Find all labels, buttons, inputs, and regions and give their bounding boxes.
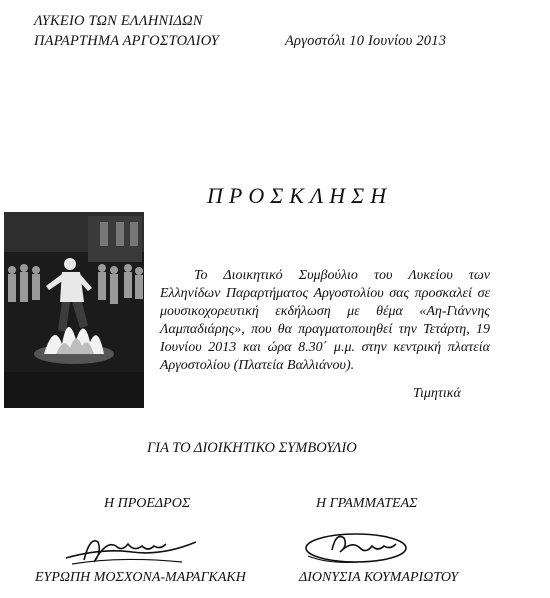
president-name: ΕΥΡΩΠΗ ΜΟΣΧΟΝΑ-ΜΑΡΑΓΚΑΚΗ	[35, 570, 246, 585]
closing-salutation: Τιμητικά	[413, 386, 461, 401]
secretary-signature	[298, 520, 428, 575]
bonfire-jump-photo	[4, 212, 144, 408]
org-name-line2: ΠΑΡΑΡΤΗΜΑ ΑΡΓΟΣΤΟΛΙΟΥ	[34, 33, 220, 49]
board-line: ΓΙΑ ΤΟ ΔΙΟΙΚΗΤΙΚΟ ΣΥΜΒΟΥΛΙΟ	[147, 440, 357, 456]
place-date: Αργοστόλι 10 Ιουνίου 2013	[285, 33, 447, 49]
document-title: ΠΡΟΣΚΛΗΣΗ	[207, 183, 393, 208]
secretary-title: Η ΓΡΑΜΜΑΤΕΑΣ	[316, 496, 418, 511]
invitation-body	[160, 267, 490, 375]
invitation-paragraph: Το Διοικητικό Συμβούλιο του Λυκείου των Ελληνίδων Παραρτήματος Αργοστολίου σας προσκαλεί σε μουσικοχορευτική εκδήλωση με θέμα «Αη-Γιάννης Λαμπαδιάρης», που θα πραγματοποιηθεί την Τετάρτη, 19 Ιουνίου 2013 και ώρα 8.30΄ μ.μ. στην κεντρική πλατεία Αργοστολίου (Πλατεία Βαλλιάνου).	[160, 268, 490, 373]
president-signature	[62, 522, 202, 577]
org-name-line1: ΛΥΚΕΙΟ ΤΩΝ ΕΛΛΗΝΙΔΩΝ	[34, 13, 203, 29]
secretary-name: ΔΙΟΝΥΣΙΑ ΚΟΥΜΑΡΙΩΤΟΥ	[299, 570, 459, 585]
president-title: Η ΠΡΟΕΔΡΟΣ	[104, 496, 191, 511]
